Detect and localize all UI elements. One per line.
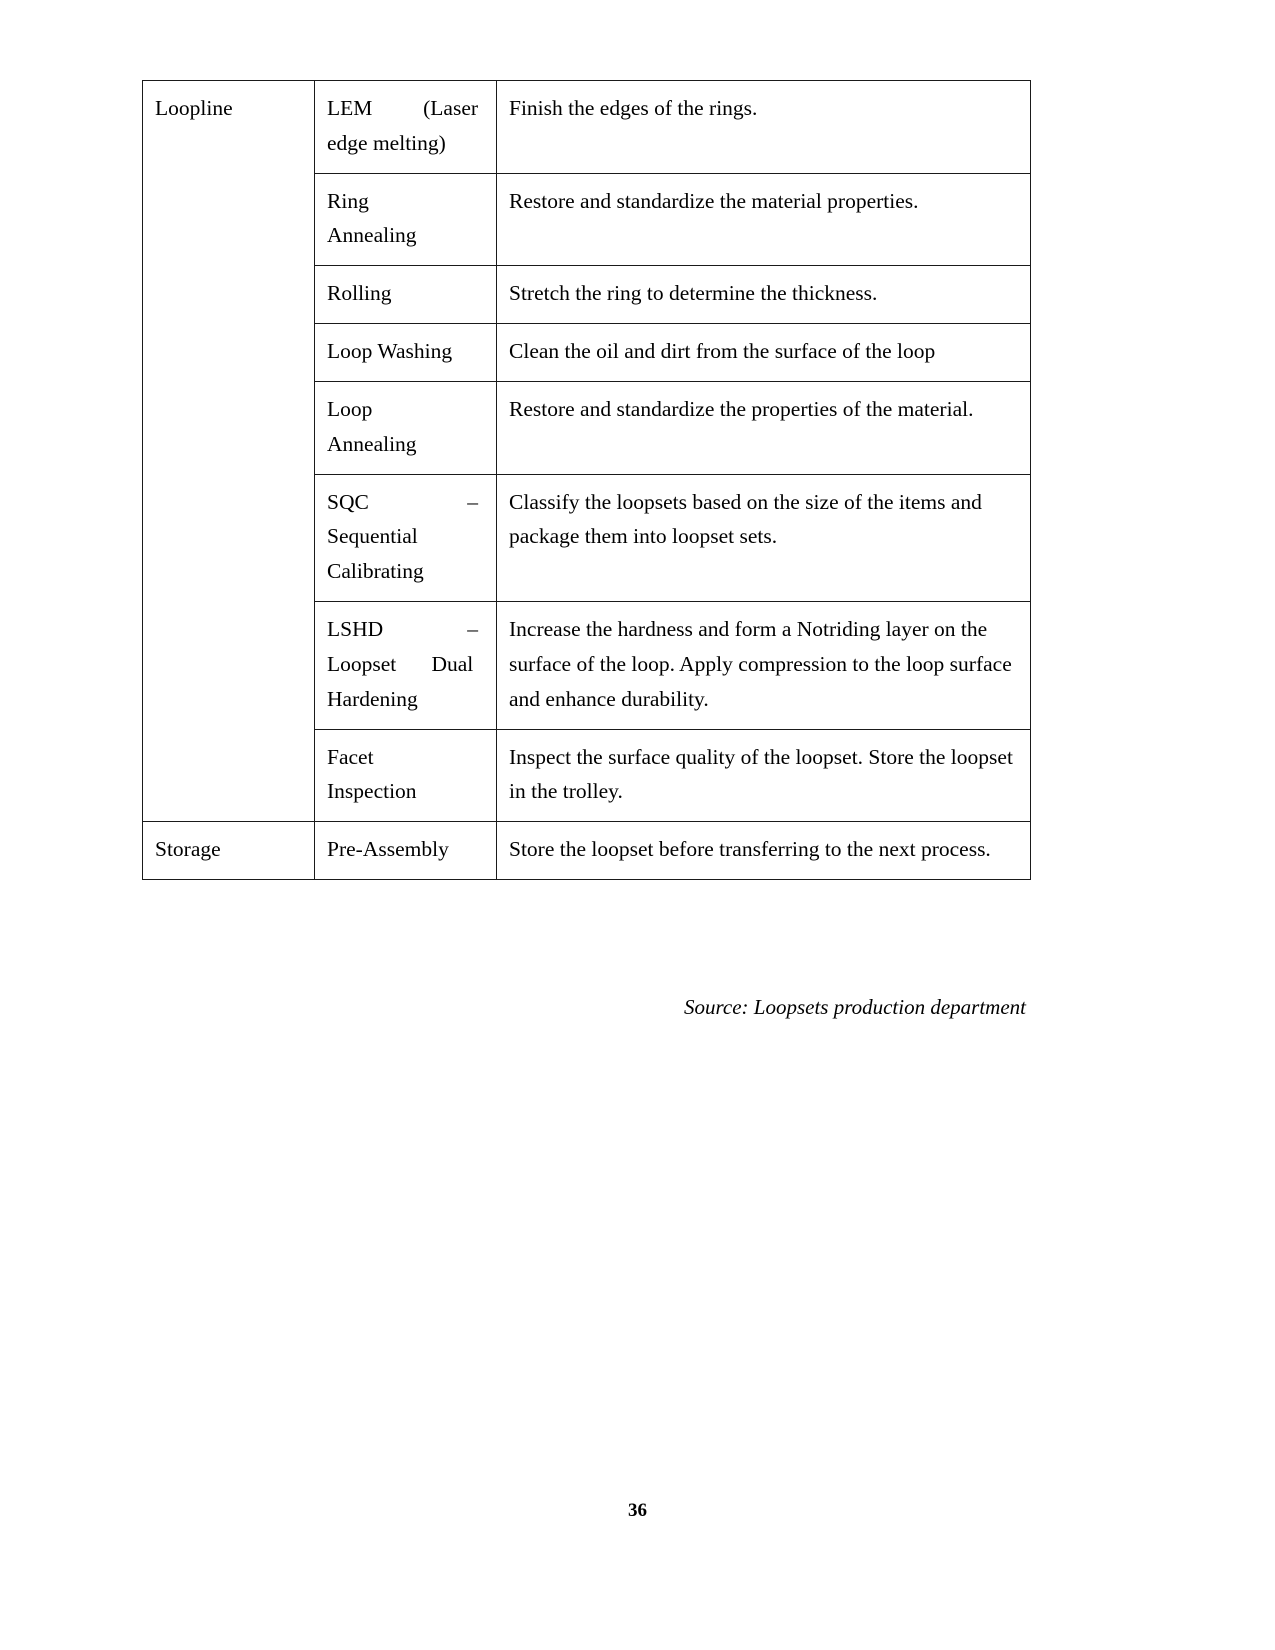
step-cell <box>315 81 497 174</box>
group-label: Loopline <box>155 96 233 120</box>
description-cell: Store the loopset before transferring to the next process. <box>497 822 1031 880</box>
step-name-line: Loop Washing <box>327 339 453 364</box>
description-cell: Finish the edges of the rings. <box>497 81 1031 174</box>
process-table <box>142 80 1031 880</box>
step-name-line: Ring <box>327 188 369 213</box>
step-cell <box>315 822 497 880</box>
table-row <box>143 822 1031 880</box>
step-name-line <box>327 485 478 520</box>
description-cell: Classify the loopsets based on the size of the items and package them into loopset sets. <box>497 474 1031 601</box>
group-label: Storage <box>155 837 221 862</box>
table-row <box>143 81 1031 174</box>
step-name-line: Sequential <box>327 524 418 549</box>
process-table-container <box>142 80 1030 880</box>
step-cell <box>315 729 497 822</box>
step-name-line: Hardening <box>327 686 418 711</box>
step-name-line: Facet <box>327 744 374 769</box>
step-name-part: (Laser <box>423 96 479 120</box>
step-name-line: Annealing <box>327 431 417 456</box>
step-name-line: Pre-Assembly <box>327 837 449 862</box>
step-cell <box>315 474 497 601</box>
step-name-line: Annealing <box>327 223 417 248</box>
step-cell <box>315 381 497 474</box>
step-cell <box>315 324 497 382</box>
description-cell: Stretch the ring to determine the thickness. <box>497 266 1031 324</box>
step-name-line: Inspection <box>327 779 417 804</box>
step-name-part: Loopset <box>327 651 397 676</box>
page-number: 36 <box>628 1500 647 1521</box>
step-name-part: Dual <box>431 651 474 676</box>
step-cell <box>315 266 497 324</box>
step-name-line <box>327 647 473 682</box>
step-name-line <box>327 91 478 126</box>
description-cell: Increase the hardness and form a Notriding layer on the surface of the loop. Apply compression to the loop surface and enhance durability. <box>497 602 1031 729</box>
step-name-line: edge melting) <box>327 130 446 155</box>
description-cell: Clean the oil and dirt from the surface of the loop <box>497 324 1031 382</box>
step-name-line: Calibrating <box>327 559 424 584</box>
step-name-line <box>327 612 478 647</box>
step-name-part: LEM <box>327 96 373 120</box>
source-note: Source: Loopsets production department <box>684 995 1026 1019</box>
step-name-part: – <box>467 489 479 514</box>
step-name-line: Rolling <box>327 281 392 306</box>
step-name-part: – <box>467 617 479 642</box>
description-cell: Restore and standardize the properties of the material. <box>497 381 1031 474</box>
step-name-line: Loop <box>327 396 373 421</box>
description-cell: Restore and standardize the material properties. <box>497 173 1031 266</box>
step-cell <box>315 173 497 266</box>
step-name-part: LSHD <box>327 617 384 642</box>
group-cell-storage <box>143 822 315 880</box>
step-name-part: SQC <box>327 489 369 514</box>
description-cell: Inspect the surface quality of the loopset. Store the loopset in the trolley. <box>497 729 1031 822</box>
group-cell-loopline <box>143 81 315 822</box>
step-cell <box>315 602 497 729</box>
